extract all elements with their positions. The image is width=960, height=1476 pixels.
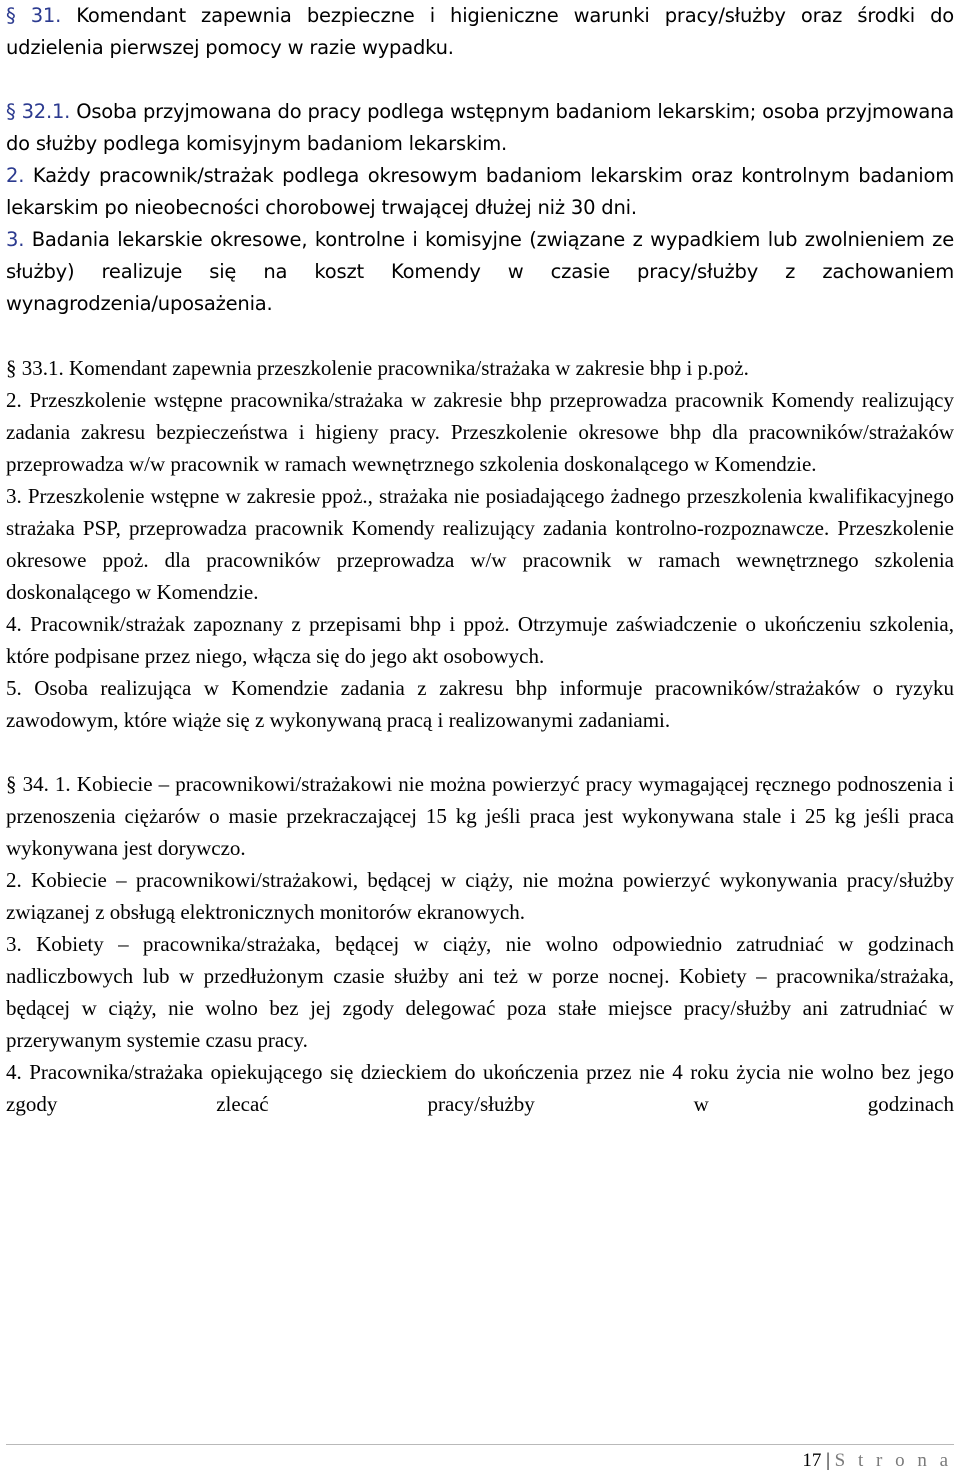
- paragraph: [6, 160, 954, 224]
- section-gap: [6, 64, 954, 96]
- section-31: [6, 0, 954, 64]
- paragraph: [6, 0, 954, 64]
- paragraph-number: 5.: [6, 676, 22, 700]
- paragraph-number: 4.: [6, 1060, 22, 1084]
- paragraph-number: § 31.: [6, 4, 62, 27]
- paragraph: [6, 864, 954, 928]
- paragraph-text: Badania lekarskie okresowe, kontrolne i komisyjne (związane z wypadkiem lub zwolnieniem ze służby) realizuje się na koszt Komendy w czasie pracy/służby z zachowaniem wynagrodzenia/uposażenia.: [6, 228, 954, 315]
- paragraph-number: 3.: [6, 932, 22, 956]
- paragraph-text: Komendant zapewnia przeszkolenie pracownika/strażaka w zakresie bhp i p.poż.: [69, 356, 749, 380]
- document-page: [6, 0, 954, 1120]
- section-32: [6, 96, 954, 320]
- section-gap: [6, 320, 954, 352]
- paragraph: [6, 672, 954, 736]
- paragraph: [6, 768, 954, 864]
- paragraph: [6, 224, 954, 320]
- paragraph: [6, 480, 954, 608]
- paragraph-number: § 32.1.: [6, 100, 71, 123]
- paragraph: [6, 608, 954, 672]
- paragraph-number: § 34. 1.: [6, 772, 71, 796]
- page-number: 17: [802, 1450, 822, 1471]
- paragraph-number: 4.: [6, 612, 22, 636]
- paragraph-text: Przeszkolenie wstępne w zakresie ppoż., strażaka nie posiadającego żadnego przeszkolenia kwalifikacyjnego strażaka PSP, przeprowadza pracownik Komendy realizujący zadania kontrolno-rozpoznawcze. Przeszkolenie okresowe ppoż. dla pracowników przeprowadza w/w pracownik w ramach wewnętrznego szkolenia doskonalącego w Komendzie.: [6, 484, 955, 604]
- paragraph-text: Osoba realizująca w Komendzie zadania z zakresu bhp informuje pracowników/strażaków o ryzyku zawodowym, które wiąże się z wykonywaną pracą i realizowanymi zadaniami.: [6, 676, 955, 732]
- section-34: [6, 768, 954, 1120]
- paragraph: [6, 384, 954, 480]
- paragraph-number: 3.: [6, 228, 25, 251]
- paragraph-text: Osoba przyjmowana do pracy podlega wstępnym badaniom lekarskim; osoba przyjmowana do służby podlega komisyjnym badaniom lekarskim.: [6, 100, 954, 155]
- paragraph: [6, 1056, 954, 1120]
- section-gap: [6, 736, 954, 768]
- page-label: S t r o n a: [834, 1450, 952, 1471]
- paragraph-text: Kobiecie – pracownikowi/strażakowi, będącej w ciąży, nie można powierzyć wykonywania pracy/służby związanej z obsługą elektronicznych monitorów ekranowych.: [6, 868, 955, 924]
- paragraph: [6, 352, 954, 384]
- paragraph-text: Kobiecie – pracownikowi/strażakowi nie można powierzyć pracy wymagającej ręcznego podnoszenia i przenoszenia ciężarów o masie przekraczającej 15 kg jeśli praca jest wykonywana stale i 25 kg jeśli praca wykonywana jest dorywczo.: [6, 772, 954, 860]
- section-33: [6, 352, 954, 736]
- paragraph-number: 2.: [6, 868, 22, 892]
- footer-separator: |: [826, 1450, 830, 1471]
- paragraph-number: 2.: [6, 164, 25, 187]
- page-footer: [6, 1444, 954, 1471]
- paragraph-number: 3.: [6, 484, 22, 508]
- paragraph-text: Przeszkolenie wstępne pracownika/strażaka w zakresie bhp przeprowadza pracownik Komendy realizujący zadania zakresu bezpieczeństwa i higieny pracy. Przeszkolenie okresowe bhp dla pracowników/strażaków przeprowadza w/w pracownik w ramach wewnętrznego szkolenia doskonalącego w Komendzie.: [6, 388, 955, 476]
- paragraph-text: Kobiety – pracownika/strażaka, będącej w ciąży, nie wolno odpowiednio zatrudniać w godzinach nadliczbowych lub w przedłużonym czasie służby ani też w porze nocnej. Kobiety – pracownika/strażaka, będącej w ciąży, nie wolno bez jej zgody delegować poza stałe miejsce pracy/służby ani zatrudniać w przerywanym systemie czasu pracy.: [6, 932, 954, 1052]
- paragraph-text: Każdy pracownik/strażak podlega okresowym badaniom lekarskim oraz kontrolnym badaniom lekarskim po nieobecności chorobowej trwającej dłużej niż 30 dni.: [6, 164, 955, 219]
- footer-page-indicator: [802, 1449, 952, 1473]
- paragraph-text: Pracownik/strażak zapoznany z przepisami bhp i ppoż. Otrzymuje zaświadczenie o ukończeniu szkolenia, które podpisane przez niego, włącza się do jego akt osobowych.: [6, 612, 955, 668]
- paragraph-text: Pracownika/strażaka opiekującego się dzieckiem do ukończenia przez nie 4 roku życia nie wolno bez jego zgody zlecać pracy/służby w godzinach: [6, 1060, 954, 1116]
- paragraph: [6, 928, 954, 1056]
- paragraph: [6, 96, 954, 160]
- paragraph-text: Komendant zapewnia bezpieczne i higieniczne warunki pracy/służby oraz środki do udzielenia pierwszej pomocy w razie wypadku.: [6, 4, 954, 59]
- paragraph-number: § 33.1.: [6, 356, 64, 380]
- paragraph-number: 2.: [6, 388, 22, 412]
